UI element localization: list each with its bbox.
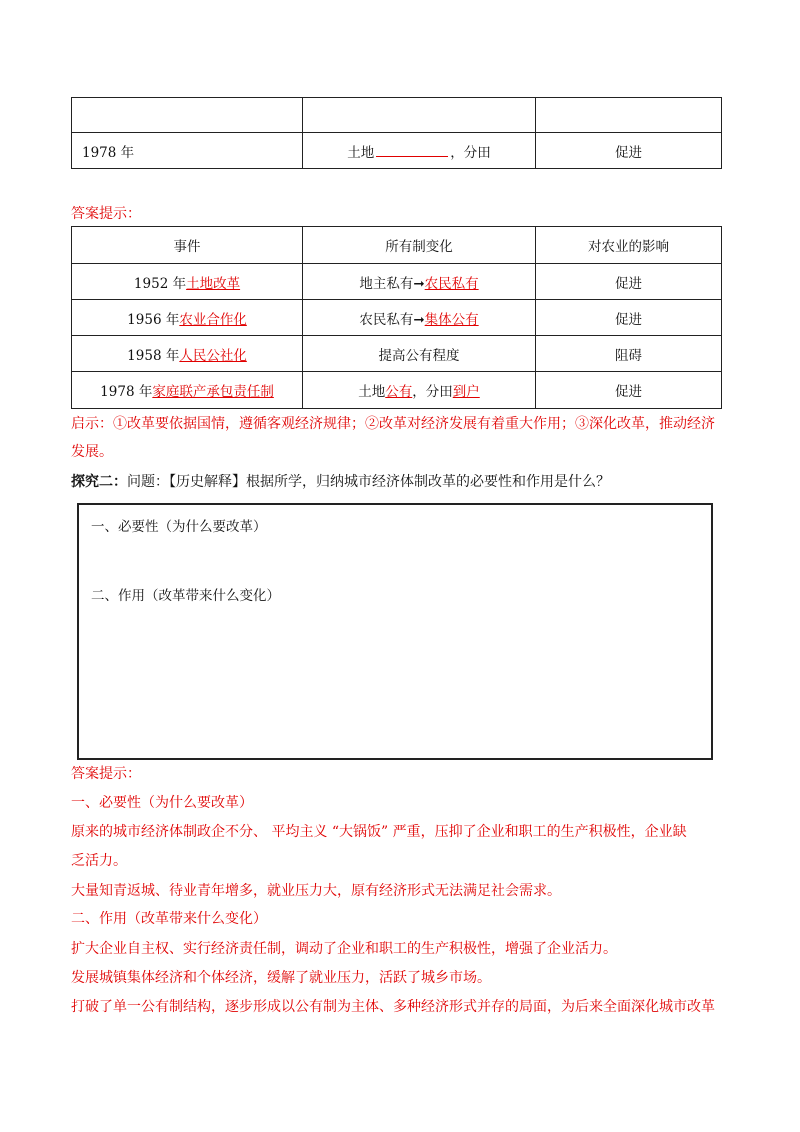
- answer-text: 土地改革: [186, 275, 241, 292]
- header-cell: 对农业的影响: [536, 227, 722, 264]
- year-text: 1958 年: [127, 347, 180, 364]
- exercise-table: [71, 97, 722, 169]
- cell-text: 土地: [358, 384, 386, 400]
- table-cell: [72, 133, 303, 169]
- fill-blank[interactable]: [376, 144, 448, 157]
- year-text: 1978 年: [82, 144, 135, 161]
- arrow-icon: ➞: [413, 275, 425, 292]
- answer-table: [71, 226, 722, 409]
- explore-label: 探究二：: [71, 474, 127, 490]
- table-cell: 提高公有程度: [303, 336, 536, 372]
- table-cell: 促进: [536, 264, 722, 300]
- answer-text: 到户: [452, 384, 480, 400]
- box-heading: 二、作用（改革带来什么变化）: [91, 588, 280, 604]
- table-cell: 阻碍: [536, 336, 722, 372]
- answer-text: 农业合作化: [179, 311, 247, 328]
- box-heading: 一、必要性（为什么要改革）: [91, 519, 267, 535]
- table-row: [72, 264, 722, 300]
- year-text: 1978 年: [100, 384, 153, 400]
- table-cell: [303, 98, 536, 133]
- answer-text: 集体公有: [424, 311, 479, 328]
- answer-text: 公有: [385, 384, 413, 400]
- answer-heading: 一、必要性（为什么要改革）: [71, 795, 253, 811]
- answer-hint-label: 答案提示：: [71, 206, 141, 222]
- revelation-line: 发展。: [71, 444, 113, 460]
- answer-text: 人民公社化: [179, 347, 247, 364]
- answer-hint-label: 答案提示：: [71, 766, 141, 782]
- answer-text: 家庭联产承包责任制: [152, 384, 274, 400]
- table-row: [72, 300, 722, 336]
- table-cell: [72, 336, 303, 372]
- explore-question: [71, 471, 610, 491]
- table-cell: 促进: [536, 372, 722, 409]
- table-row: [72, 133, 722, 169]
- table-cell: [303, 300, 536, 336]
- table-row: [72, 98, 722, 133]
- answer-paragraph: 打破了单一公有制结构，逐步形成以公有制为主体、多种经济形式并存的局面，为后来全面深化城市改革: [71, 999, 715, 1015]
- table-header-row: [72, 227, 722, 264]
- revelation-line: 启示：①改革要依据国情，遵循客观经济规律；②改革对经济发展有着重大作用；③深化改革，推动经济: [71, 416, 715, 432]
- header-cell: 事件: [72, 227, 303, 264]
- answer-text: 农民私有: [424, 275, 479, 292]
- table-row: [72, 372, 722, 409]
- answer-paragraph: 发展城镇集体经济和个体经济，缓解了就业压力，活跃了城乡市场。: [71, 970, 491, 986]
- table-cell: 促进: [536, 133, 722, 169]
- table-cell: [72, 372, 303, 409]
- cell-text: ，分田: [450, 144, 491, 161]
- answer-paragraph: 扩大企业自主权、实行经济责任制，调动了企业和职工的生产积极性，增强了企业活力。: [71, 941, 617, 957]
- year-text: 1952 年: [133, 275, 187, 292]
- table-cell: [536, 98, 722, 133]
- question-text: 问题：【历史解释】根据所学，归纳城市经济体制改革的必要性和作用是什么？: [127, 474, 610, 490]
- table-cell: [303, 264, 536, 300]
- table-row: [72, 336, 722, 372]
- year-text: 1956 年: [127, 311, 180, 328]
- answer-paragraph: 乏活力。: [71, 853, 127, 869]
- answer-paragraph: 原来的城市经济体制政企不分、 平均主义 “大锅饭” 严重，压抑了企业和职工的生产积极性，企业缺: [71, 824, 687, 840]
- table-cell: [72, 98, 303, 133]
- cell-text: 农民私有: [359, 311, 414, 328]
- table-cell: [303, 372, 536, 409]
- table-cell: 促进: [536, 300, 722, 336]
- table-cell: [72, 300, 303, 336]
- answer-box[interactable]: [77, 503, 713, 760]
- cell-text: 地主私有: [359, 275, 414, 292]
- arrow-icon: ➞: [413, 311, 425, 328]
- cell-text: 土地: [347, 144, 375, 161]
- table-cell: [72, 264, 303, 300]
- table-cell: [303, 133, 536, 169]
- cell-text: ，分田: [412, 384, 453, 400]
- answer-paragraph: 大量知青返城、待业青年增多，就业压力大，原有经济形式无法满足社会需求。: [71, 883, 561, 899]
- header-cell: 所有制变化: [303, 227, 536, 264]
- answer-heading: 二、作用（改革带来什么变化）: [71, 911, 267, 927]
